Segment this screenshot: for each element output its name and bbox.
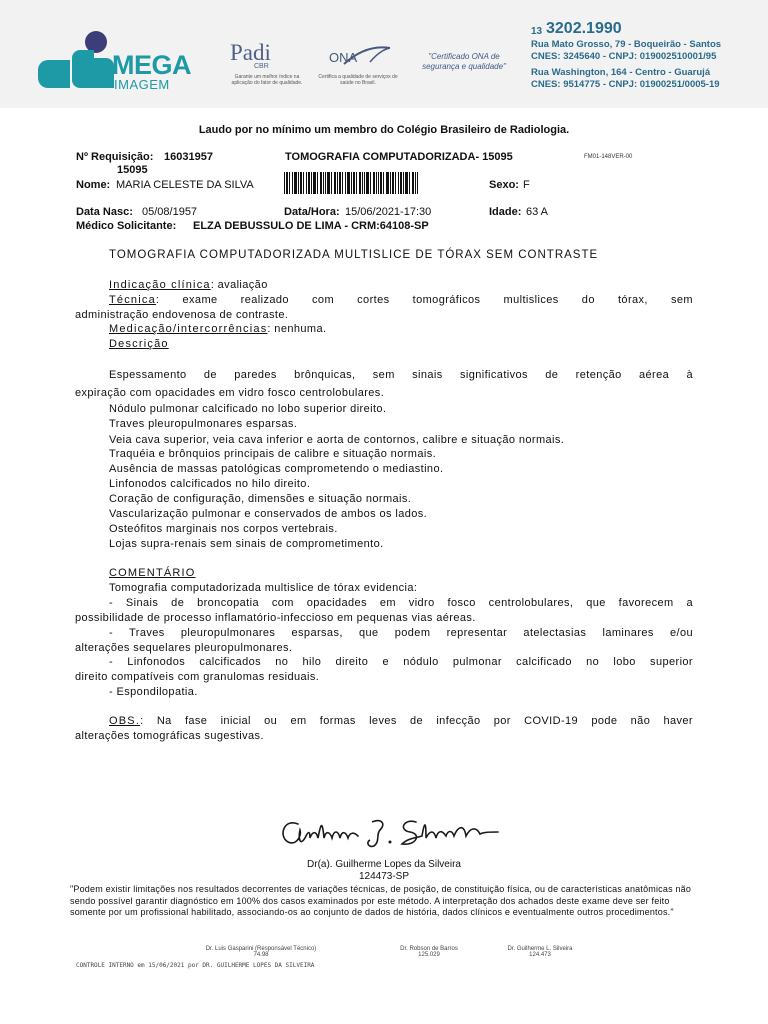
- comment-intro: Tomografia computadorizada multislice de tórax evidencia:: [109, 582, 418, 594]
- footer-doctor-2-name: Dr. Robson de Barros: [400, 946, 458, 952]
- address-guaruja: Rua Washington, 164 - Centro - Guarujá: [531, 67, 711, 78]
- footer-doctor-3-crm: 124.473: [529, 952, 551, 958]
- comment-item-1-line-1: - Sinais de broncopatia com opacidades em vidro fosco centrolobulares, que favorecem a: [109, 597, 693, 609]
- accreditation-note: Laudo por no mínimo um membro do Colégio Brasileiro de Radiologia.: [198, 124, 570, 136]
- comment-item-3-line-2: direito compatíveis com granulomas residuais.: [75, 671, 320, 683]
- ona-caption: Certifica a qualidade de serviços de saúde no Brasil.: [318, 74, 398, 86]
- findings-paragraph-line-2: expiração com opacidades em vidro fosco centrolobulares.: [75, 387, 385, 399]
- requisition-value-line2: 15095: [117, 164, 148, 176]
- finding-item: Nódulo pulmonar calcificado no lobo superior direito.: [109, 403, 387, 415]
- cnes-guaruja: CNES: 9514775 - CNPJ: 01900251/0005-19: [531, 79, 720, 90]
- technique-line: [109, 293, 693, 308]
- requisition-label: Nº Requisição:: [76, 151, 154, 163]
- finding-item: Osteófitos marginais nos corpos vertebrais.: [109, 523, 338, 535]
- ona-certificate-text: "Certificado ONA de segurança e qualidade": [422, 52, 506, 71]
- medication-line: [109, 322, 689, 337]
- footer-doctor-2-crm: 125.029: [418, 952, 440, 958]
- finding-item: Vascularização pulmonar e conservados de ambos os lados.: [109, 508, 428, 520]
- internal-control-note: CONTROLE INTERNO em 15/06/2021 por DR. GUILHERME LOPES DA SILVEIRA: [76, 962, 315, 969]
- requesting-doctor-value: ELZA DEBUSSULO DE LIMA - CRM:64108-SP: [193, 220, 429, 232]
- comment-heading: COMENTÁRIO: [109, 567, 196, 579]
- exam-title: TOMOGRAFIA COMPUTADORIZADA MULTISLICE DE TÓRAX SEM CONTRASTE: [109, 249, 599, 261]
- finding-item: Coração de configuração, dimensões e situação normais.: [109, 493, 412, 505]
- ona-brand-name: ONA: [329, 50, 358, 65]
- indication-value: : avaliação: [210, 279, 268, 291]
- patient-name: MARIA CELESTE DA SILVA: [116, 179, 254, 191]
- finding-item: Traquéia e brônquios principais de calibre e situação normais.: [109, 448, 437, 460]
- description-heading: Descrição: [109, 338, 169, 350]
- finding-item: Ausência de massas patológicas comprometendo o mediastino.: [109, 463, 444, 475]
- comment-item-2-line-2: alterações sequelares pleuropulmonares.: [75, 642, 293, 654]
- padi-cbr-tag: CBR: [254, 63, 269, 70]
- mega-brand-subtitle: IMAGEM: [114, 77, 170, 92]
- datetime-value: 15/06/2021-17:30: [345, 206, 432, 218]
- address-santos: Rua Mato Grosso, 79 - Boqueirão - Santos: [531, 39, 722, 50]
- requisition-value: 16031957: [164, 151, 213, 163]
- obs-text: : Na fase inicial ou em formas leves de infecção por COVID-19 pode não haver: [140, 715, 693, 727]
- footer-doctor-1: [186, 946, 336, 958]
- obs-label: OBS.: [109, 715, 141, 727]
- comment-item-2-line-1: - Traves pleuropulmonares esparsas, que podem representar atelectasias laminares e/ou: [109, 627, 693, 639]
- requesting-doctor-label: Médico Solicitante:: [76, 220, 177, 232]
- dob-value: 05/08/1957: [142, 206, 198, 218]
- footer-doctor-1-crm: 74.98: [253, 952, 269, 958]
- finding-item: Veia cava superior, veia cava inferior e aorta de contornos, calibre e situação normais.: [109, 434, 565, 446]
- technique-line-2: administração endovenosa de contraste.: [75, 309, 289, 321]
- indication-label: Indicação clínica: [109, 279, 211, 291]
- finding-item: Lojas supra-renais sem sinais de comprometimento.: [109, 538, 384, 550]
- signing-doctor-crm: 124473-SP: [358, 871, 410, 882]
- technique-label: Técnica: [109, 294, 156, 306]
- exam-header: TOMOGRAFIA COMPUTADORIZADA- 15095: [285, 151, 513, 163]
- footer-doctor-3: [490, 946, 590, 958]
- medication-label: Medicação/intercorrências: [109, 323, 268, 335]
- phone-number: 3202.1990: [546, 20, 622, 37]
- medication-value: : nenhuma.: [267, 323, 327, 335]
- cnes-santos: CNES: 3245640 - CNPJ: 019002510001/95: [531, 51, 717, 62]
- findings-paragraph-line-1: Espessamento de paredes brônquicas, sem sinais significativos de retenção aérea à: [109, 369, 693, 381]
- footer-doctor-2: [384, 946, 474, 958]
- padi-caption: Garante um melhor índice na aplicação do fator de qualidade.: [231, 74, 303, 86]
- mega-brand-name: MEGA: [112, 50, 191, 80]
- indication-line: [109, 278, 689, 293]
- technique-text: : exame realizado com cortes tomográficos multislices do tórax, sem: [155, 294, 693, 306]
- phone-area-code: 13: [531, 26, 543, 37]
- obs-line: [109, 714, 693, 729]
- sex-label: Sexo:: [489, 179, 519, 191]
- signing-doctor-name: Dr(a). Guilherme Lopes da Silveira: [307, 859, 461, 870]
- finding-item: Linfonodos calcificados no hilo direito.: [109, 478, 311, 490]
- sex-value: F: [523, 179, 530, 191]
- disclaimer-text: "Podem existir limitações nos resultados decorrentes de variações técnicas, de posição, de constituição física, ou de características anatômicas não sendo possível garantir diagnóstico em 100% dos casos examinados por este método. A interpretação dos achados deste exame deve ser feito somente por um profissional habilitado, associando-os ao conjunto de dados de história, dados clínicos e eventualmente outros procedimentos.": [70, 884, 692, 917]
- padi-brand-name: Padi: [230, 40, 271, 65]
- age-label: Idade:: [489, 206, 522, 218]
- handwritten-signature: [276, 808, 512, 854]
- datetime-label: Data/Hora:: [284, 206, 340, 218]
- obs-line-2: alterações tomográficas sugestivas.: [75, 730, 264, 742]
- form-code: FM01-148VER-00: [584, 154, 633, 160]
- footer-doctor-3-name: Dr. Guilherme L. Silveira: [507, 946, 573, 952]
- age-value: 63 A: [526, 206, 549, 218]
- comment-item-1-line-2: possibilidade de processo inflamatório-infeccioso em pequenas vias aéreas.: [75, 612, 476, 624]
- dob-label: Data Nasc:: [76, 206, 133, 218]
- footer-doctor-1-name: Dr. Luis Gasparini (Responsável Técnico): [205, 946, 317, 952]
- comment-item-4: - Espondilopatia.: [109, 686, 198, 698]
- name-label: Nome:: [76, 179, 111, 191]
- barcode-icon: [284, 172, 418, 194]
- comment-item-3-line-1: - Linfonodos calcificados no hilo direito e nódulo pulmonar calcificado no lobo superior: [109, 656, 693, 668]
- finding-item: Traves pleuropulmonares esparsas.: [109, 418, 298, 430]
